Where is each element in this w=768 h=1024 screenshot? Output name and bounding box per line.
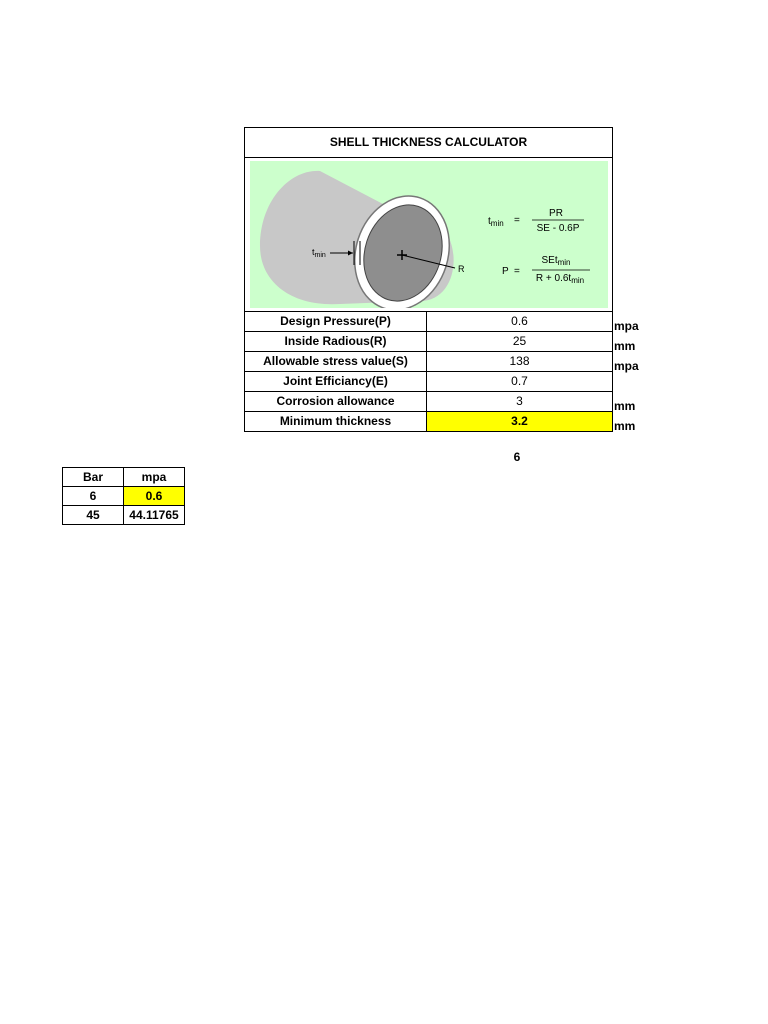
table-row — [63, 506, 185, 525]
unit-minimum-thickness: mm — [614, 419, 636, 433]
shell-thickness-calculator — [244, 127, 613, 432]
bar-mpa-table — [62, 467, 185, 525]
r-label: R — [458, 264, 465, 274]
shell-figure — [245, 158, 612, 312]
row-corrosion-allowance — [245, 392, 612, 412]
row-inside-radius — [245, 332, 612, 352]
unit-joint-efficiency — [614, 372, 639, 392]
eq1-denominator: SE - 0.6P — [536, 223, 580, 234]
cell-mpa[interactable]: 0.6 — [124, 487, 185, 506]
eq1-numerator: PR — [549, 208, 563, 219]
minimum-thickness-result: 3.2 — [427, 412, 612, 431]
row-label: Corrosion allowance — [245, 392, 427, 411]
eq2-equals: = — [514, 266, 520, 277]
cell-bar[interactable]: 45 — [63, 506, 124, 525]
table-row — [63, 487, 185, 506]
eq2-numerator: SEt$_{min}$ — [541, 255, 571, 267]
header-mpa: mpa — [124, 468, 185, 487]
cell-bar[interactable]: 6 — [63, 487, 124, 506]
unit-allowable-stress: mpa — [614, 359, 639, 373]
unit-column — [614, 312, 639, 432]
row-allowable-stress — [245, 352, 612, 372]
row-label: Design Pressure(P) — [245, 312, 427, 331]
row-label: Joint Efficiancy(E) — [245, 372, 427, 391]
standalone-value[interactable]: 6 — [513, 450, 521, 464]
eq1-equals: = — [514, 215, 520, 226]
unit-corrosion-allowance: mm — [614, 399, 636, 413]
row-label: Inside Radious(R) — [245, 332, 427, 351]
unit-inside-radius: mm — [614, 339, 636, 353]
row-label: Allowable stress value(S) — [245, 352, 427, 371]
row-value[interactable]: 3 — [516, 394, 523, 408]
row-value[interactable]: 0.7 — [511, 374, 528, 388]
cell-mpa[interactable]: 44.11765 — [124, 506, 185, 525]
row-minimum-thickness — [245, 412, 612, 431]
eq1-lhs: $t_{min}$ — [488, 216, 504, 228]
row-value[interactable]: 0.6 — [511, 314, 528, 328]
table-header-row — [63, 468, 185, 487]
eq2-denominator: $R + 0.6t_{min}$ — [535, 273, 585, 285]
shell-diagram — [250, 161, 608, 308]
eq2-lhs: P — [502, 266, 509, 277]
row-label: Minimum thickness — [245, 412, 427, 431]
row-value[interactable]: 25 — [512, 334, 527, 348]
header-bar: Bar — [63, 468, 124, 487]
tmin-label: $t_{min}$ — [312, 247, 326, 259]
unit-design-pressure: mpa — [614, 319, 639, 333]
calculator-title: SHELL THICKNESS CALCULATOR — [245, 128, 612, 158]
row-design-pressure — [245, 312, 612, 332]
row-value[interactable]: 138 — [509, 354, 530, 368]
row-joint-efficiency — [245, 372, 612, 392]
